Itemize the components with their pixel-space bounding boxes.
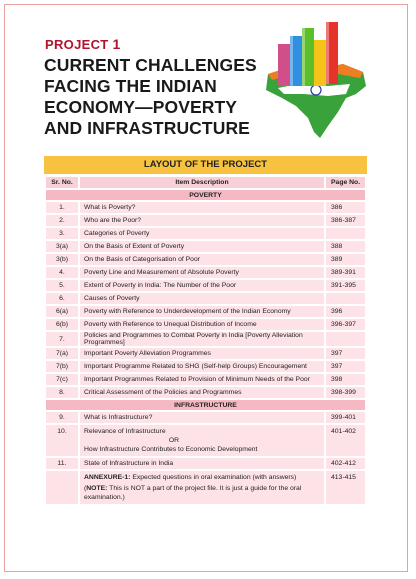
page-title [44,55,264,139]
row-description: Categories of Poverty [80,228,324,239]
row-description: Extent of Poverty in India: The Number of the Poor [80,280,324,291]
row-sr: 7(a) [46,348,78,359]
table-row [46,306,365,317]
row-page [326,293,365,304]
row-description: Critical Assessment of the Policies and Programmes [80,387,324,398]
row-description: Important Programme Related to SHG (Self-help Groups) Encouragement [80,361,324,372]
project-layout-table [44,156,367,506]
table-row [46,458,365,469]
row-description-line: Relevance of Infrastructure [84,428,166,435]
row-sr: 6(a) [46,306,78,317]
row-sr: 2. [46,215,78,226]
row-description: Poverty Line and Measurement of Absolute Poverty [80,267,324,278]
row-sr: 5. [46,280,78,291]
row-page: 396 [326,306,365,317]
annexure-description [80,471,324,504]
row-description: Important Programmes Related to Provision of Minimum Needs of the Poor [80,374,324,385]
row-page: 402-412 [326,458,365,469]
table-row [46,267,365,278]
note-label: NOTE: [86,485,108,492]
column-header-description: Item Description [80,177,324,188]
row-sr: 7(b) [46,361,78,372]
note-text: This is NOT a part of the project file. It is just a guide for the oral examination.) [84,485,302,501]
title-line-4: AND INFRASTRUCTURE [44,118,250,138]
row-page: 397 [326,361,365,372]
table-row [46,387,365,398]
table-row [46,293,365,304]
table-row [46,228,365,239]
table-row [46,425,365,456]
table-row [46,254,365,265]
row-page [326,228,365,239]
table-row [46,332,365,346]
row-sr: 1. [46,202,78,213]
table-row [46,361,365,372]
row-description-line: How Infrastructure Contributes to Economic Development [84,446,258,453]
row-sr: 3(a) [46,241,78,252]
row-page: 397 [326,348,365,359]
row-description: State of Infrastructure in India [80,458,324,469]
row-description-or: OR [168,437,180,444]
row-page: 386 [326,202,365,213]
title-line-1: CURRENT CHALLENGES [44,55,257,75]
row-description: Who are the Poor? [80,215,324,226]
table-row [46,412,365,423]
row-page: 388 [326,241,365,252]
project-label-text: PROJECT [45,37,109,52]
table-row [46,215,365,226]
row-sr: 7. [46,332,78,346]
row-sr: 6(b) [46,319,78,330]
section-title-infrastructure: INFRASTRUCTURE [46,400,365,410]
row-description: Causes of Poverty [80,293,324,304]
row-description [80,425,324,456]
row-description: On the Basis of Categorisation of Poor [80,254,324,265]
india-map-bar-chart-illustration [238,14,378,144]
row-sr: 9. [46,412,78,423]
table-row [46,374,365,385]
row-description: Poverty with Reference to Underdevelopment of the Indian Economy [80,306,324,317]
poverty-rows [46,202,365,398]
section-row-poverty [46,190,365,200]
project-label [45,36,121,52]
title-line-3: ECONOMY—POVERTY [44,97,238,117]
row-sr: 3. [46,228,78,239]
row-description: What is Infrastructure? [80,412,324,423]
row-page: 386-387 [326,215,365,226]
row-sr: 6. [46,293,78,304]
row-page: 399-401 [326,412,365,423]
table-header-row [46,177,365,188]
table-row [46,241,365,252]
row-description: Poverty with Reference to Unequal Distribution of Income [80,319,324,330]
row-page: 389-391 [326,267,365,278]
contents-table [44,175,367,506]
table-row [46,319,365,330]
row-sr: 8. [46,387,78,398]
row-description: What is Poverty? [80,202,324,213]
column-header-sr: Sr. No. [46,177,78,188]
row-page: 391-395 [326,280,365,291]
row-page: 398 [326,374,365,385]
row-description: Policies and Programmes to Combat Poverty in India [Poverty Alleviation Programmes] [80,332,324,346]
annexure-line [84,473,320,482]
title-line-2: FACING THE INDIAN [44,76,217,96]
row-page: 396-397 [326,319,365,330]
annexure-text: Expected questions in oral examination (with answers) [130,474,297,481]
project-number: 1 [112,36,121,52]
table-row-annexure [46,471,365,504]
row-sr: 4. [46,267,78,278]
row-sr: 10. [46,425,78,456]
row-sr [46,471,78,504]
row-sr: 7(c) [46,374,78,385]
table-row [46,348,365,359]
row-page: 413-415 [326,471,365,504]
section-title-poverty: POVERTY [46,190,365,200]
row-page: 401-402 [326,425,365,456]
section-row-infrastructure [46,400,365,410]
note-open-paren: ( [84,485,87,492]
row-sr: 3(b) [46,254,78,265]
layout-title: LAYOUT OF THE PROJECT [44,156,367,174]
annexure-note [84,484,320,502]
annexure-label: ANNEXURE-1: [84,474,131,481]
column-header-page: Page No. [326,177,365,188]
table-row [46,280,365,291]
row-description: On the Basis of Extent of Poverty [80,241,324,252]
row-page: 389 [326,254,365,265]
table-row [46,202,365,213]
row-sr: 11. [46,458,78,469]
row-page: 398-399 [326,387,365,398]
row-description: Important Poverty Alleviation Programmes [80,348,324,359]
row-page [326,332,365,346]
